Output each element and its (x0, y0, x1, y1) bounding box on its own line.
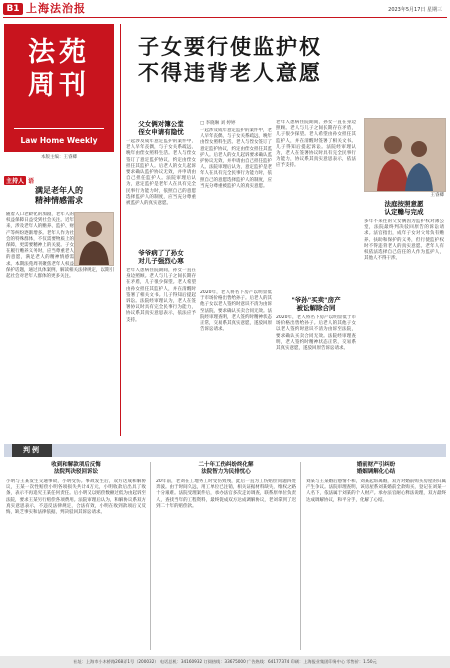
bottom-divider-2 (300, 462, 301, 650)
column2-body: 一起涉及成年意定监护的案件中，老人早年丧偶，与子女关系疏远，晚年由侄女照料生活。老人与侄女签订了意定监护协议，约定由侄女担任其监护人。后老人的女儿起诉要求确认监护协议无效，并申请由自己担任监护人。法院审理后认为，意定监护是老年人在具有完全民事行为能力时，依照自己的意愿选择监护人的制度，应当充分尊重被监护人的真实意愿。 (200, 128, 272, 189)
bottom1-title-line2: 法院判决驳回诉讼 (53, 469, 98, 475)
masthead-title (4, 36, 114, 102)
section2-subtitle: 对儿子强烈心寒 (138, 257, 184, 265)
masthead-rule (14, 128, 104, 129)
section4-subtitle: 被讼解除合同 (296, 304, 336, 312)
article-column-3 (276, 120, 356, 290)
article-byline: □ 李晓琳 刘 婷婷 (200, 121, 236, 126)
section1-title: 父女俩对簿公堂 (138, 120, 184, 128)
host-column-text: 随着人口老龄化的加剧，老年人的权益保障日益受到社会关注。近年来，涉及老年人的赡养、监护、财产等纠纷逐渐增多。老年人作为社会的特殊群体，不仅需要物质上的保障，更需要精神上的关爱。子女在履行赡养义务时，应当尊重老人的意愿，满足老人的精神情感需求。本期法苑周刊聚焦老年人权益保护话题，通过具体案例，解读相关法律规定，以期引起社会对老年人群体的更多关注。 (6, 212, 114, 280)
column3-body: 老年人患病住院期间，孙女一直在身边照顾。老人与儿子之间长期存在矛盾，儿子很少探望。老人希望由孙女担任其监护人，并在清醒时签署了相关文书。儿子得知后提起诉讼。法院经审理认为，老人在签署协议时具有完全民事行为能力，协议系其真实意思表示，依法应予支持。 (276, 120, 356, 169)
host-column-title (4, 186, 114, 206)
bottom1-title-line1: 收到和解款项后反悔 (51, 462, 101, 468)
bottom2-title-line2: 法院智力为民排忧心 (201, 469, 251, 475)
column2-lower-body: 2020年，老人将名下房产以明显低于市场价格出售给孙子。后老人的其他子女以老人签约时意识不清为由诉至法院，要求确认买卖合同无效。法院经审理查明，老人签约时精神状态正常，交易系其真实意愿，遂驳回原告诉讼请求。 (200, 290, 272, 333)
host-title-line1: 满足老年人的 (35, 186, 83, 195)
bottom3-body: 刘某与王某婚后感情不和，刘某起诉离婚，双方对婚前购买房屋的归属产生争议。法院审理查明，该房屋系刘某婚前全款购买，登记在刘某一人名下，依法属于刘某的个人财产。承办法官耐心释法说理，双方最终达成调解协议，和平分手，化解了心结。 (306, 479, 446, 503)
header-rule (3, 17, 447, 18)
section3-title: 法庭按照意愿 (384, 200, 424, 208)
article-column-2 (200, 120, 272, 292)
bottom1-body: 小明与王某发生交通事故，小明受伤。事故发生后，双方达成和解协议，王某一次性赔偿小明各项损失共计4万元，小明收款后出具了收条，表示不再追究王某任何责任。后小明又以赔偿数额过低为由起诉至法院，要求王某另行赔偿各项费用。法院审理后认为，和解协议系双方真实意思表示，不违反法律规定，合法有效，小明在收到款项后又反悔，缺乏事实和法律依据，判决驳回其诉讼请求。 (6, 479, 146, 516)
article-section-1 (126, 120, 196, 392)
family-photo-icon (365, 119, 445, 191)
host-tag-suffix: 语 (28, 178, 35, 185)
case-section-band (4, 444, 446, 457)
main-headline (138, 34, 438, 86)
section3-subtitle: 认定赡与完成 (384, 208, 424, 216)
bottom-article-2 (156, 462, 296, 649)
masthead-block (4, 24, 114, 152)
masthead-subtitle: Law Home Weekly (20, 136, 98, 145)
headline-line1: 子女要行使监护权 (138, 34, 322, 59)
bottom2-body: 20年前，老刘在工地务工时受伤致残，此后一直为工伤赔偿问题四处奔波。由于时间久远，用工单位已注销，相关证据材料缺失，维权之路十分艰难。法院受理案件后，承办法官多次走访调查，联系原单位负责人，查找当年的工程资料，最终促成双方达成调解协议，老刘拿到了迟到二十年的赔偿款。 (156, 479, 296, 509)
host-column-body (6, 212, 114, 436)
host-column-tag (4, 176, 36, 185)
section4-title: "爷孙"买卖"房产 (291, 296, 341, 304)
host-tag-label: 主持人 (6, 178, 25, 185)
masthead-title-line2: 周刊 (28, 70, 90, 101)
masthead-title-line1: 法苑 (28, 37, 90, 68)
article-photo (364, 118, 446, 192)
page-number-badge: B1 (3, 3, 23, 15)
bottom3-title-line2: 婚姻调解化心结 (356, 469, 396, 475)
section1-subtitle: 侄女申请有隐忧 (138, 128, 184, 136)
issue-date: 2023年5月17日 星期三 (388, 7, 442, 13)
section4-body: 2020年，老人将名下房产以明显低于市场价格出售给孙子。后老人的其他子女以老人签约时意识不清为由诉至法院，要求确认买卖合同无效。法院经审理查明，老人签约时精神状态正常，交易系其真实意愿，遂驳回原告诉讼请求。 (276, 315, 356, 352)
newspaper-name: 上海法治报 (26, 2, 86, 15)
section3-body: 多年不来往的父女俩因为监护权对簿公堂，法院最终判决驳回原告的诉讼请求。法官指出，成年子女对父母负有赡养、扶助和保护的义务，但行使监护权时不得违背老人的真实意愿。老年人有权依法选择自己信任的人作为监护人，其他人不得干涉。 (364, 219, 444, 262)
host-title-line2: 精神情感需求 (35, 196, 83, 205)
section1-body: 一起涉及成年意定监护的案件中，老人早年丧偶，与子女关系疏远，晚年由侄女照料生活。老人与侄女签订了意定监护协议，约定由侄女担任其监护人。后老人的女儿起诉要求确认监护协议无效，并申请由自己担任监护人。法院审理后认为，意定监护是老年人在具有完全民事行为能力时，依照自己的意愿选择监护人的制度，应当充分尊重被监护人的真实意愿。 (126, 139, 196, 207)
photo-caption: 王睿卿 (430, 193, 444, 198)
article-section-3 (364, 200, 444, 415)
left-column-divider (120, 24, 121, 436)
article-section-4 (276, 296, 356, 427)
footer-info: 社址：上海市小木桥路268弄1号（200032） 电话总机：34160932 订阅热线：33675000 广告热线：64177374 印刷：上海报业集团印务中心 零售价：1.50元 (0, 656, 450, 668)
bottom-divider-1 (150, 462, 151, 650)
case-section-label: 判例 (12, 444, 52, 457)
bottom-article-3 (306, 462, 446, 649)
bottom3-title-line1: 婚前财产引纠纷 (356, 462, 396, 468)
section2-body: 老年人患病住院期间，孙女一直在身边照顾。老人与儿子之间长期存在矛盾，儿子很少探望。老人希望由孙女担任其监护人，并在清醒时签署了相关文书。儿子得知后提起诉讼。法院经审理认为，老人在签署协议时具有完全民事行为能力，协议系其真实意思表示，依法应予支持。 (126, 268, 196, 323)
bottom2-title-line1: 二十年工伤纠纷终化解 (198, 462, 254, 468)
section2-title: 爷爷病了了孙女 (138, 249, 184, 257)
editor-credit: 本版主编：王睿卿 (41, 155, 77, 160)
headline-line2: 不得违背老人意愿 (138, 60, 322, 85)
bottom-article-1 (6, 462, 146, 649)
